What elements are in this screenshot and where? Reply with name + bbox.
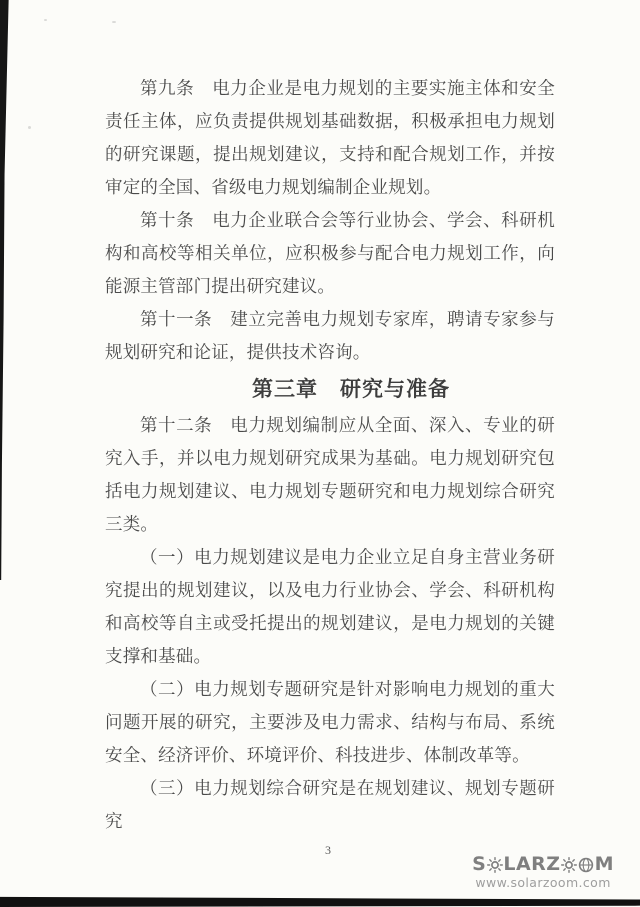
paragraph-item-2: （二）电力规划专题研究是针对影响电力规划的重大问题开展的研究，主要涉及电力需求、结构与布局、系统安全、经济评价、环境评价、科技进步、体制改革等。 (105, 679, 555, 765)
scan-edge-left-artifact (0, 0, 12, 580)
sun-icon (487, 857, 503, 873)
globe-icon (578, 857, 594, 873)
paragraph-article-12: 第十二条 电力规划编制应从全面、深入、专业的研究入手，并以电力规划研究成果为基础。电力规划研究包括电力规划建议、电力规划专题研究和电力规划综合研究三类。 (105, 415, 555, 534)
paragraph-item-3-truncated: （三）电力规划综合研究是在规划建议、规划专题研究 (105, 778, 555, 831)
logo-letter-m: M (594, 853, 614, 875)
page-number: 3 (325, 843, 331, 857)
scan-edge-bottom-artifact (0, 896, 640, 907)
paragraph-article-11: 第十一条 建立完善电力规划专家库，聘请专家参与规划研究和论证，提供技术咨询。 (105, 309, 555, 362)
solarzoom-watermark (472, 855, 614, 890)
document-body (105, 72, 555, 838)
sun-icon (561, 857, 577, 873)
paragraph-article-9: 第九条 电力企业是电力规划的主要实施主体和安全责任主体，应负责提供规划基础数据，积极承担电力规划的研究课题，提出规划建议，支持和配合规划工作，并按审定的全国、省级电力规划编制企业规划。 (105, 78, 555, 197)
scan-noise-speck (44, 19, 47, 21)
solarzoom-logo (472, 855, 614, 874)
logo-letters-larz: LARZ (503, 853, 561, 875)
chapter-heading: 第三章 研究与准备 (252, 377, 450, 401)
paragraph-item-1: （一）电力规划建议是电力企业立足自身主营业务研究提出的规划建议，以及电力行业协会、学会、科研机构和高校等自主或受托提出的规划建议，是电力规划的关键支撑和基础。 (105, 547, 555, 666)
scan-noise-speck (112, 21, 116, 23)
paragraph-article-10: 第十条 电力企业联合会等行业协会、学会、科研机构和高校等相关单位，应积极参与配合电力规划工作，向能源主管部门提出研究建议。 (105, 210, 555, 296)
logo-letter-s: S (472, 853, 487, 875)
solarzoom-url: www.solarzoom.com (475, 875, 611, 890)
scan-noise-speck (28, 126, 31, 129)
